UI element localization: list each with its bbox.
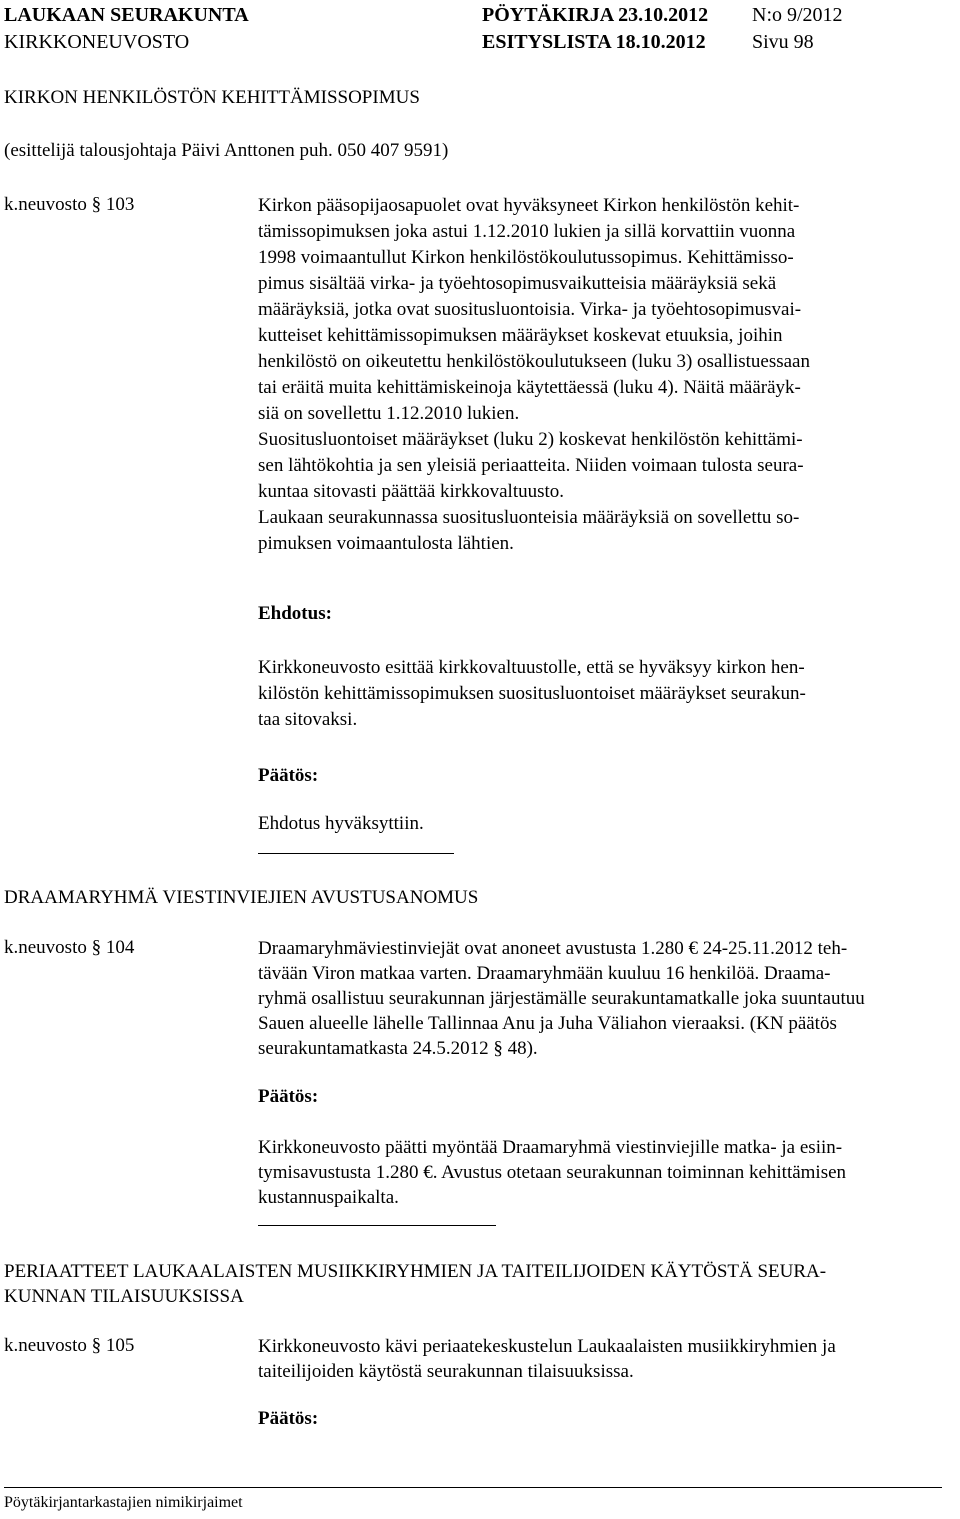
header-agenda-date: ESITYSLISTA 18.10.2012 [482, 31, 706, 53]
footer-signatures: Pöytäkirjantarkastajien nimikirjaimet [4, 1494, 243, 1511]
item105-decision-label: Päätös: [258, 1408, 319, 1429]
item103-ref: k.neuvosto § 103 [4, 194, 135, 215]
header-org: LAUKAAN SEURAKUNTA [4, 4, 249, 26]
item104-divider [258, 1225, 496, 1226]
header-body: KIRKKONEUVOSTO [4, 31, 190, 53]
header-number: N:o 9/2012 [752, 4, 843, 26]
item104-ref: k.neuvosto § 104 [4, 937, 135, 958]
header-minutes-date: PÖYTÄKIRJA 23.10.2012 [482, 4, 709, 26]
item103-presenter: (esittelijä talousjohtaja Päivi Anttonen puh. 050 407 9591) [4, 140, 449, 161]
item105-ref: k.neuvosto § 105 [4, 1335, 135, 1356]
item103-proposal-label: Ehdotus: [258, 603, 332, 624]
footer-rule [4, 1487, 942, 1488]
item105-title: PERIAATTEET LAUKAALAISTEN MUSIIKKIRYHMIEN JA TAITEILIJOIDEN KÄYTÖSTÄ SEURA- KUNNAN TILAISUUKSISSA [4, 1261, 827, 1307]
item103-decision: Ehdotus hyväksyttiin. [258, 813, 424, 834]
item105-body: Kirkkoneuvosto kävi periaatekeskustelun Laukaalaisten musiikkiryhmien ja taiteilijoiden käytöstä seurakunnan tilaisuuksissa. [258, 1336, 836, 1382]
item104-decision: Kirkkoneuvosto päätti myöntää Draamaryhmä viestinviejille matka- ja esiin- tymisavustusta 1.280 €. Avustus otetaan seurakunnan toiminnan kehittämisen kustannuspaikalta. [258, 1137, 847, 1208]
item103-proposal: Kirkkoneuvosto esittää kirkkovaltuustolle, että se hyväksyy kirkon hen- kilöstön kehittämissopimuksen suositusluontoiset määräykset seurakun- taa sitovaksi. [258, 657, 806, 730]
item104-decision-label: Päätös: [258, 1086, 319, 1107]
item104-body: Draamaryhmäviestinviejät ovat anoneet avustusta 1.280 € 24-25.11.2012 teh- tävään Viron matkaa varten. Draamaryhmään kuuluu 16 henkilöä. Draama- ryhmä osallistuu seurakunnan järjestämälle seurakuntamatkalle joka suuntautuu Sauen alueelle lähelle Tallinnaa Anu ja Juha Väliahon vieraaksi. (KN päätös seurakuntamatkasta 24.5.2012 § 48). [258, 938, 865, 1059]
item104-title: DRAAMARYHMÄ VIESTINVIEJIEN AVUSTUSANOMUS [4, 887, 479, 908]
item103-decision-label: Päätös: [258, 765, 319, 786]
item103-body: Kirkon pääsopijaosapuolet ovat hyväksyneet Kirkon henkilöstön kehit- tämissopimuksen joka astui 1.12.2010 lukien ja sillä korvattiin vuonna 1998 voimaantullut Kirkon henkilöstökoulutussopimus. Kehittämisso- pimus sisältää virka- ja työehtosopimusvaikutteisia määräyksiä sekä määräyksiä, jotka ovat suositusluontoisia. Virka- ja työehtosopimusvai- kutteiset kehittämissopimuksen määräykset koskevat etuuksia, joihin henkilöstö on oikeutettu henkilöstökoulutukseen (luku 3) osallistuessaan tai eräitä muita kehittämiskeinoja käytettäessä (luku 4). Näitä määräyk- siä on sovellettu 1.12.2010 lukien. Suositusluontoiset määräykset (luku 2) koskevat henkilöstön kehittämi- sen lähtökohtia ja sen yleisiä periaatteita. Niiden voimaan tulosta seura- kuntaa sitovasti päättää kirkkovaltuusto. Laukaan seurakunnassa suositusluonteisia määräyksiä on sovellettu so- pimuksen voimaantulosta lähtien. [258, 195, 810, 554]
item103-title: KIRKON HENKILÖSTÖN KEHITTÄMISSOPIMUS [4, 87, 420, 108]
item103-divider [258, 853, 454, 854]
header-page: Sivu 98 [752, 31, 814, 53]
